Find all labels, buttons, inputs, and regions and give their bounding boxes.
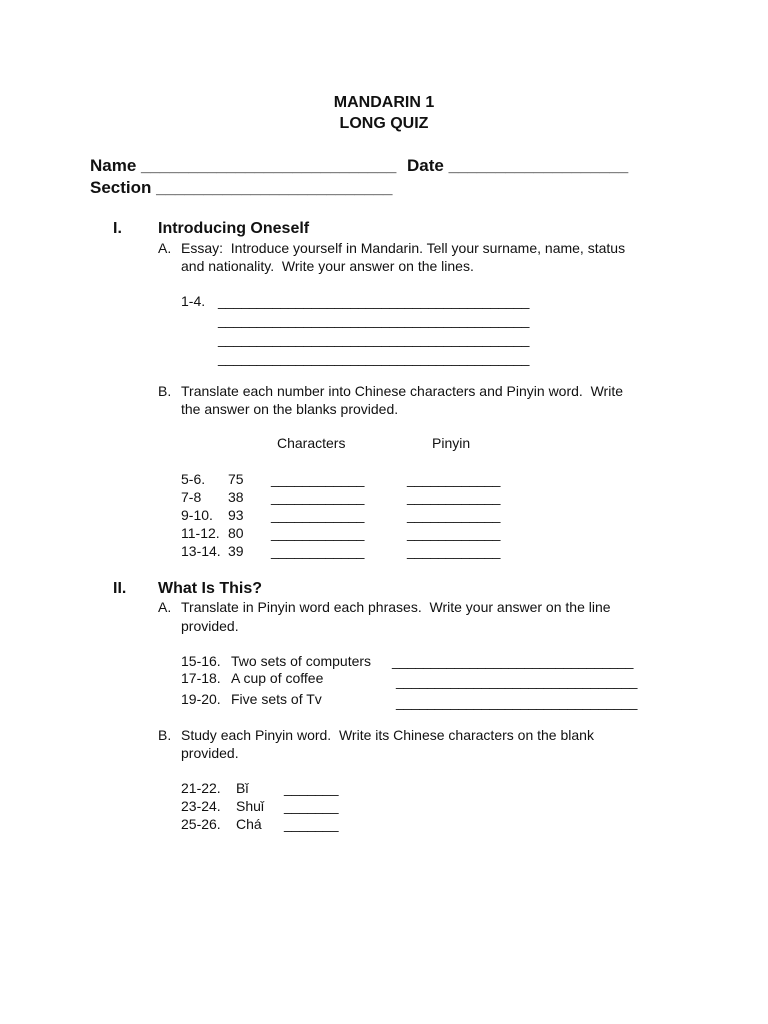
- characters-blank[interactable]: ____________: [271, 507, 365, 523]
- part-2a-letter: A.: [158, 599, 172, 615]
- pinyin-word: Bǐ: [236, 780, 249, 796]
- item-label: 13-14.: [181, 543, 221, 559]
- part-2a-instruction-line1: Translate in Pinyin word each phrases. Write your answer on the line: [181, 599, 611, 615]
- section-2-title: What Is This?: [158, 580, 262, 597]
- phrase-text: Two sets of computers: [231, 653, 372, 669]
- part-1a-instruction-line1: Essay: Introduce yourself in Mandarin. Tell your surname, name, status: [181, 240, 626, 256]
- phrase-text: Five sets of Tv: [231, 691, 322, 707]
- characters-blank[interactable]: ____________: [271, 543, 365, 559]
- number-value: 80: [228, 525, 244, 541]
- date-field: Date ___________________: [407, 156, 629, 175]
- pinyin-word: Chá: [236, 816, 262, 832]
- item-label: 7-8: [181, 489, 202, 505]
- quiz-title-line2: LONG QUIZ: [339, 115, 429, 132]
- item-label: 23-24.: [181, 798, 221, 814]
- section-2-number: II.: [113, 580, 127, 597]
- part-1b-instruction-line2: the answer on the blanks provided.: [181, 401, 399, 417]
- essay-answer-line[interactable]: ________________________________________: [218, 293, 530, 309]
- characters-blank[interactable]: ____________: [271, 471, 365, 487]
- part-1b-letter: B.: [158, 383, 172, 399]
- part-1a-instruction-line2: and nationality. Write your answer on the lines.: [181, 258, 474, 274]
- pinyin-answer-line[interactable]: _______________________________: [396, 673, 638, 689]
- pinyin-blank[interactable]: ____________: [407, 543, 501, 559]
- item-label: 9-10.: [181, 507, 213, 523]
- phrase-text: A cup of coffee: [231, 670, 324, 686]
- section-1-title: Introducing Oneself: [158, 220, 310, 237]
- number-value: 39: [228, 543, 244, 559]
- part-2b-letter: B.: [158, 727, 172, 743]
- quiz-title-line1: MANDARIN 1: [333, 94, 435, 111]
- part-1b-instruction-line1: Translate each number into Chinese characters and Pinyin word. Write: [181, 383, 623, 399]
- item-label: 1-4.: [181, 293, 206, 309]
- part-2b-instruction-line2: provided.: [181, 745, 239, 761]
- number-value: 93: [228, 507, 244, 523]
- part-1a-letter: A.: [158, 240, 172, 256]
- characters-blank[interactable]: _______: [284, 780, 339, 796]
- essay-answer-line[interactable]: ________________________________________: [218, 350, 530, 366]
- column-header-characters: Characters: [277, 435, 346, 451]
- item-label: 15-16.: [181, 653, 221, 669]
- column-header-pinyin: Pinyin: [432, 435, 471, 451]
- section-1-number: I.: [113, 220, 122, 237]
- characters-blank[interactable]: ____________: [271, 525, 365, 541]
- pinyin-blank[interactable]: ____________: [407, 507, 501, 523]
- name-field: Name ___________________________: [90, 156, 397, 175]
- item-label: 5-6.: [181, 471, 206, 487]
- essay-answer-line[interactable]: ________________________________________: [218, 312, 530, 328]
- characters-blank[interactable]: ____________: [271, 489, 365, 505]
- part-2b-instruction-line1: Study each Pinyin word. Write its Chinese characters on the blank: [181, 727, 594, 743]
- section-field: Section _________________________: [90, 178, 393, 197]
- pinyin-blank[interactable]: ____________: [407, 525, 501, 541]
- characters-blank[interactable]: _______: [284, 816, 339, 832]
- characters-blank[interactable]: _______: [284, 798, 339, 814]
- part-2a-instruction-line2: provided.: [181, 618, 239, 634]
- item-label: 11-12.: [181, 525, 220, 541]
- pinyin-answer-line[interactable]: _______________________________: [392, 653, 634, 669]
- pinyin-word: Shuǐ: [236, 798, 265, 814]
- item-label: 25-26.: [181, 816, 221, 832]
- item-label: 17-18.: [181, 670, 221, 686]
- item-label: 19-20.: [181, 691, 221, 707]
- essay-answer-line[interactable]: ________________________________________: [218, 331, 530, 347]
- number-value: 75: [228, 471, 244, 487]
- pinyin-blank[interactable]: ____________: [407, 489, 501, 505]
- pinyin-answer-line[interactable]: _______________________________: [396, 694, 638, 710]
- pinyin-blank[interactable]: ____________: [407, 471, 501, 487]
- item-label: 21-22.: [181, 780, 221, 796]
- number-value: 38: [228, 489, 244, 505]
